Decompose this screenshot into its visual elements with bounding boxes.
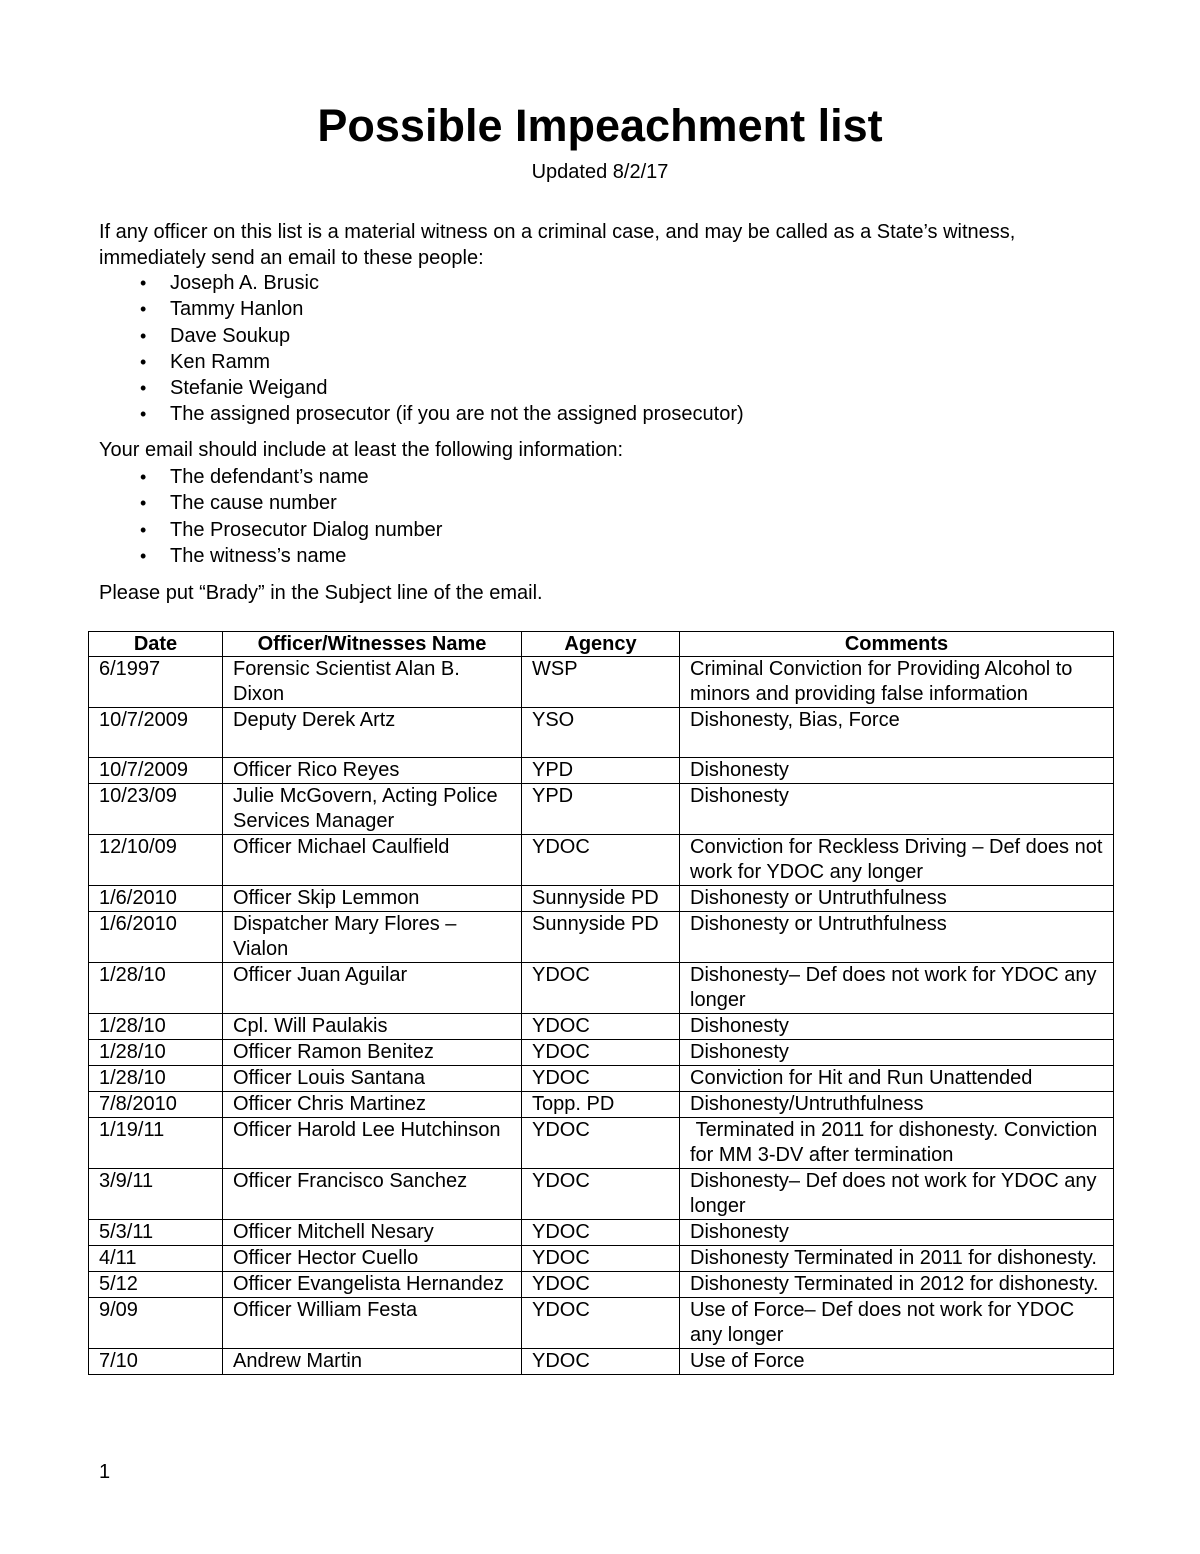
cell-comments: Dishonesty– Def does not work for YDOC any longer <box>680 963 1114 1014</box>
cell-date: 1/28/10 <box>89 1066 223 1092</box>
table-row <box>89 1272 1114 1298</box>
cell-name: Officer William Festa <box>223 1298 522 1349</box>
cell-name: Officer Louis Santana <box>223 1066 522 1092</box>
cell-name: Officer Mitchell Nesary <box>223 1220 522 1246</box>
cell-comments: Terminated in 2011 for dishonesty. Conviction for MM 3-DV after termination <box>680 1118 1114 1169</box>
cell-name: Deputy Derek Artz <box>223 708 522 758</box>
bullet-icon: • <box>140 273 147 293</box>
cell-date: 5/3/11 <box>89 1220 223 1246</box>
table-row <box>89 1349 1114 1375</box>
table-row <box>89 835 1114 886</box>
cell-agency: YDOC <box>522 1246 680 1272</box>
list-item: • The witness’s name <box>99 543 442 569</box>
cell-date: 1/19/11 <box>89 1118 223 1169</box>
cell-agency: YDOC <box>522 1118 680 1169</box>
table-row <box>89 886 1114 912</box>
table-row <box>89 708 1114 758</box>
cell-date: 1/6/2010 <box>89 912 223 963</box>
cell-name: Officer Rico Reyes <box>223 758 522 784</box>
cell-agency: YDOC <box>522 1220 680 1246</box>
list-item: • The assigned prosecutor (if you are not the assigned prosecutor) <box>99 401 744 427</box>
bullet-icon: • <box>140 378 147 399</box>
cell-date: 9/09 <box>89 1298 223 1349</box>
cell-date: 5/12 <box>89 1272 223 1298</box>
cell-agency: WSP <box>522 657 680 708</box>
cell-agency: Topp. PD <box>522 1092 680 1118</box>
table-row <box>89 1014 1114 1040</box>
cell-agency: YPD <box>522 784 680 835</box>
cell-date: 7/10 <box>89 1349 223 1375</box>
cell-name: Officer Skip Lemmon <box>223 886 522 912</box>
list-item: • The cause number <box>99 490 442 516</box>
cell-comments: Dishonesty <box>680 758 1114 784</box>
table-row <box>89 963 1114 1014</box>
cell-date: 10/23/09 <box>89 784 223 835</box>
impeachment-table <box>88 631 1114 1375</box>
cell-comments: Dishonesty or Untruthfulness <box>680 886 1114 912</box>
cell-comments: Dishonesty <box>680 1040 1114 1066</box>
list-item: • Stefanie Weigand <box>99 375 744 401</box>
cell-date: 7/8/2010 <box>89 1092 223 1118</box>
cell-date: 6/1997 <box>89 657 223 708</box>
cell-comments: Dishonesty <box>680 1220 1114 1246</box>
bullet-icon: • <box>140 404 147 425</box>
page-title: Possible Impeachment list <box>317 100 883 151</box>
cell-date: 1/28/10 <box>89 963 223 1014</box>
cell-comments: Dishonesty, Bias, Force <box>680 708 1114 758</box>
table-row <box>89 1066 1114 1092</box>
cell-name: Officer Michael Caulfield <box>223 835 522 886</box>
cell-date: 10/7/2009 <box>89 708 223 758</box>
table-row <box>89 1298 1114 1349</box>
cell-agency: YDOC <box>522 1014 680 1040</box>
cell-agency: YSO <box>522 708 680 758</box>
cell-comments: Dishonesty Terminated in 2011 for dishonesty. <box>680 1246 1114 1272</box>
email-info-list <box>99 464 442 569</box>
cell-date: 1/28/10 <box>89 1040 223 1066</box>
cell-name: Officer Francisco Sanchez <box>223 1169 522 1220</box>
list-item: • The defendant’s name <box>99 464 442 490</box>
updated-date: Updated 8/2/17 <box>531 161 669 183</box>
bullet-icon: • <box>140 493 147 514</box>
subject-note: Please put “Brady” in the Subject line of the email. <box>99 582 543 604</box>
cell-agency: YDOC <box>522 963 680 1014</box>
cell-name: Forensic Scientist Alan B. Dixon <box>223 657 522 708</box>
list-item: • Joseph A. Brusic <box>99 270 744 296</box>
recipient-list <box>99 270 744 428</box>
cell-date: 4/11 <box>89 1246 223 1272</box>
bullet-icon: • <box>140 519 147 540</box>
cell-agency: YDOC <box>522 1298 680 1349</box>
table-row <box>89 1169 1114 1220</box>
header-agency: Agency <box>522 632 680 657</box>
cell-comments: Dishonesty Terminated in 2012 for dishonesty. <box>680 1272 1114 1298</box>
bullet-icon: • <box>140 351 147 372</box>
table-row <box>89 1092 1114 1118</box>
list-item: • The Prosecutor Dialog number <box>99 517 442 543</box>
header-name: Officer/Witnesses Name <box>223 632 522 657</box>
cell-agency: YDOC <box>522 835 680 886</box>
cell-comments: Dishonesty– Def does not work for YDOC any longer <box>680 1169 1114 1220</box>
cell-name: Officer Chris Martinez <box>223 1092 522 1118</box>
list-item: • Tammy Hanlon <box>99 296 744 322</box>
table-row <box>89 912 1114 963</box>
intro-paragraph: If any officer on this list is a material witness on a criminal case, and may be called as a State’s witness, immediately send an email to these people: <box>99 221 1016 269</box>
table-header-row <box>89 632 1114 657</box>
cell-name: Officer Harold Lee Hutchinson <box>223 1118 522 1169</box>
cell-comments: Dishonesty/Untruthfulness <box>680 1092 1114 1118</box>
bullet-icon: • <box>140 467 147 487</box>
table-row <box>89 1040 1114 1066</box>
cell-comments: Conviction for Reckless Driving – Def does not work for YDOC any longer <box>680 835 1114 886</box>
table-row <box>89 657 1114 708</box>
cell-comments: Use of Force <box>680 1349 1114 1375</box>
cell-comments: Criminal Conviction for Providing Alcohol to minors and providing false information <box>680 657 1114 708</box>
cell-agency: YDOC <box>522 1349 680 1375</box>
cell-agency: YDOC <box>522 1272 680 1298</box>
cell-name: Cpl. Will Paulakis <box>223 1014 522 1040</box>
bullet-icon: • <box>140 325 147 346</box>
cell-agency: YDOC <box>522 1169 680 1220</box>
cell-comments: Dishonesty or Untruthfulness <box>680 912 1114 963</box>
cell-name: Officer Ramon Benitez <box>223 1040 522 1066</box>
bullet-icon: • <box>140 299 147 320</box>
cell-agency: YDOC <box>522 1040 680 1066</box>
cell-date: 12/10/09 <box>89 835 223 886</box>
header-date: Date <box>89 632 223 657</box>
cell-comments: Conviction for Hit and Run Unattended <box>680 1066 1114 1092</box>
header-comments: Comments <box>680 632 1114 657</box>
cell-date: 1/28/10 <box>89 1014 223 1040</box>
cell-name: Officer Hector Cuello <box>223 1246 522 1272</box>
cell-name: Officer Evangelista Hernandez <box>223 1272 522 1298</box>
page-number: 1 <box>99 1461 111 1483</box>
cell-agency: YPD <box>522 758 680 784</box>
table-row <box>89 1220 1114 1246</box>
cell-date: 1/6/2010 <box>89 886 223 912</box>
cell-agency: YDOC <box>522 1066 680 1092</box>
cell-date: 3/9/11 <box>89 1169 223 1220</box>
cell-name: Andrew Martin <box>223 1349 522 1375</box>
table-row <box>89 1246 1114 1272</box>
cell-agency: Sunnyside PD <box>522 886 680 912</box>
email-intro: Your email should include at least the following information: <box>99 439 624 461</box>
cell-comments: Use of Force– Def does not work for YDOC any longer <box>680 1298 1114 1349</box>
table-row <box>89 1118 1114 1169</box>
list-item: • Ken Ramm <box>99 349 744 375</box>
list-item: • Dave Soukup <box>99 323 744 349</box>
cell-agency: Sunnyside PD <box>522 912 680 963</box>
cell-comments: Dishonesty <box>680 1014 1114 1040</box>
cell-name: Julie McGovern, Acting Police Services Manager <box>223 784 522 835</box>
cell-name: Dispatcher Mary Flores – Vialon <box>223 912 522 963</box>
cell-date: 10/7/2009 <box>89 758 223 784</box>
cell-comments: Dishonesty <box>680 784 1114 835</box>
table-row <box>89 784 1114 835</box>
bullet-icon: • <box>140 545 147 566</box>
cell-name: Officer Juan Aguilar <box>223 963 522 1014</box>
table-row <box>89 758 1114 784</box>
